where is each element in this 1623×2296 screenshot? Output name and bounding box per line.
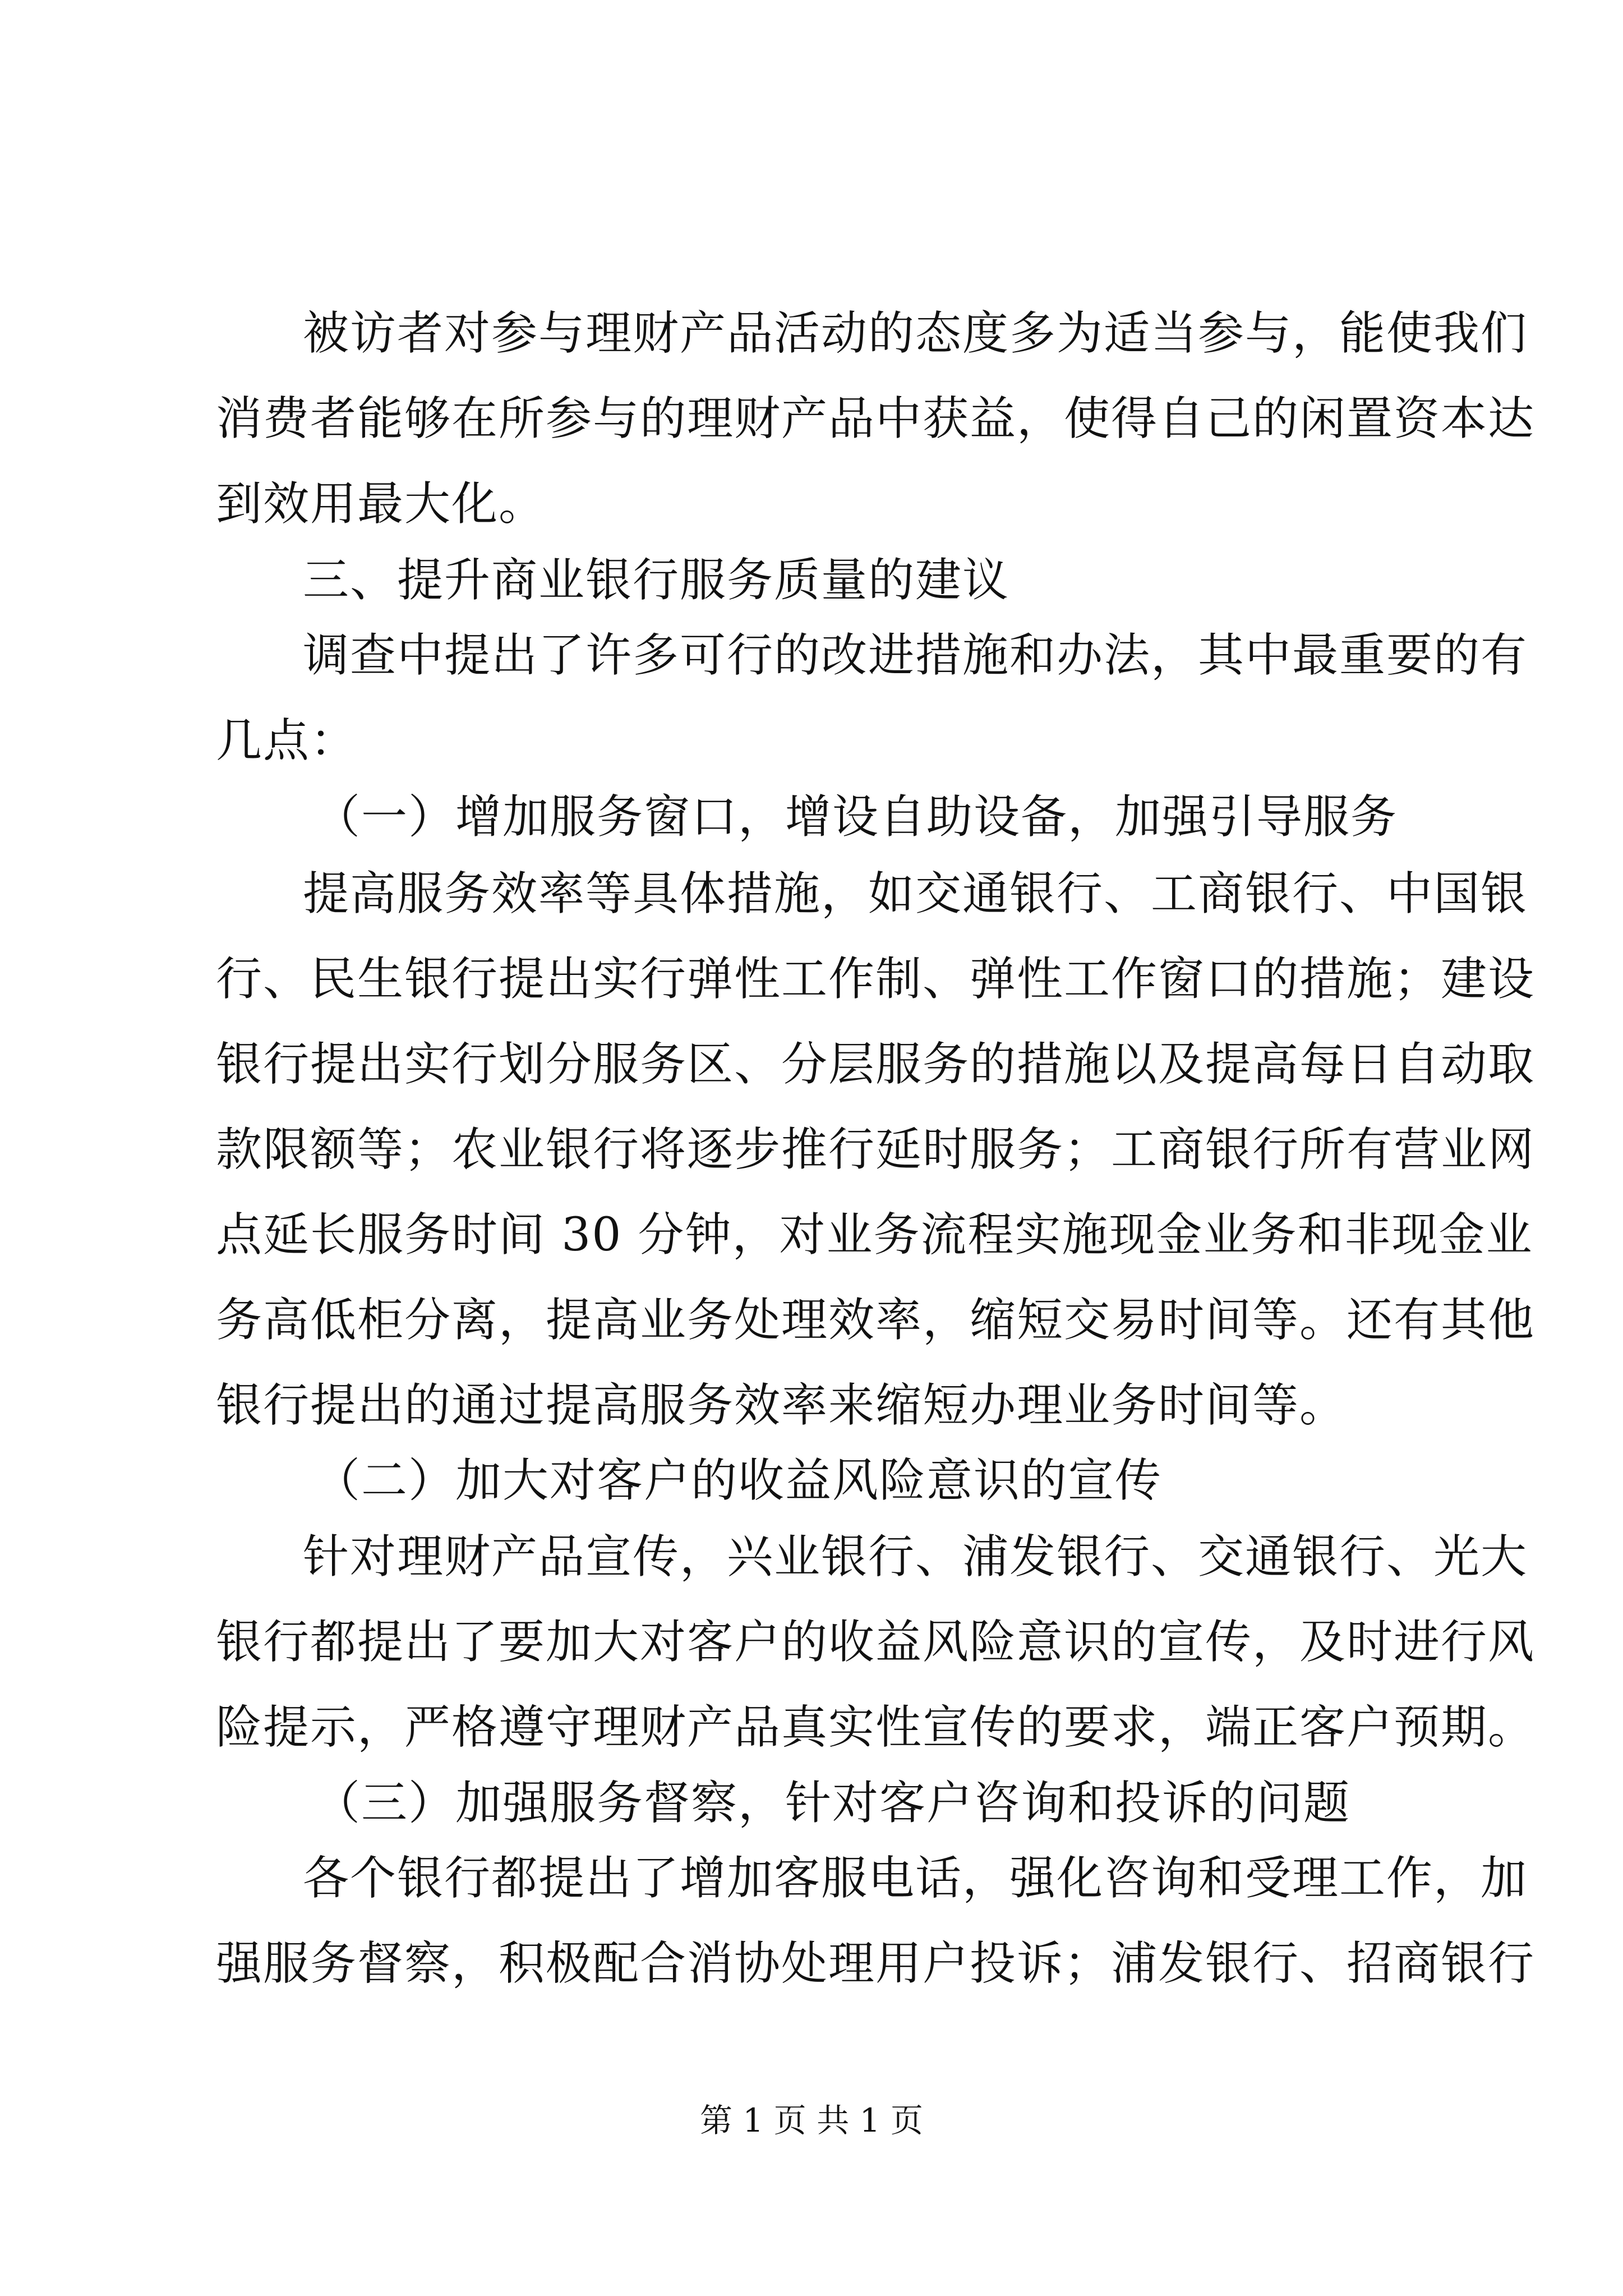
- paragraph-line: 针对理财产品宣传，兴业银行、浦发银行、交通银行、光大: [303, 1530, 1528, 1584]
- paragraph-line: 银行提出实行划分服务区、分层服务的措施以及提高每日自动取: [216, 1038, 1536, 1091]
- paragraph-line: 险提示，严格遵守理财产品真实性宣传的要求，端正客户预期。: [216, 1701, 1536, 1754]
- paragraph-line: 款限额等；农业银行将逐步推行延时服务；工商银行所有营业网: [216, 1123, 1536, 1176]
- paragraph-line: 行、民生银行提出实行弹性工作制、弹性工作窗口的措施；建设: [216, 953, 1536, 1006]
- page-number-footer: 第 1 页 共 1 页: [700, 2101, 923, 2139]
- paragraph-line: 强服务督察，积极配合消协处理用户投诉；浦发银行、招商银行: [216, 1937, 1536, 1990]
- subsection-heading: （一）增加服务窗口，增设自助设备，加强引导服务: [314, 790, 1398, 844]
- paragraph-line: 消费者能够在所参与的理财产品中获益，使得自己的闲置资本达: [216, 392, 1536, 445]
- paragraph-line: 调查中提出了许多可行的改进措施和办法，其中最重要的有: [303, 629, 1528, 682]
- paragraph-line: 点延长服务时间 30 分钟，对业务流程实施现金业务和非现金业: [216, 1208, 1533, 1262]
- subsection-heading: （三）加强服务督察，针对客户咨询和投诉的问题: [314, 1777, 1351, 1830]
- paragraph-line: 到效用最大化。: [216, 477, 546, 531]
- section-heading: 三、提升商业银行服务质量的建议: [303, 554, 1010, 607]
- paragraph-line: 几点：: [216, 714, 358, 767]
- subsection-heading: （二）加大对客户的收益风险意识的宣传: [314, 1454, 1163, 1507]
- paragraph-line: 各个银行都提出了增加客服电话，强化咨询和受理工作，加: [303, 1852, 1528, 1905]
- paragraph-line: 提高服务效率等具体措施，如交通银行、工商银行、中国银: [303, 867, 1528, 921]
- paragraph-line: 银行提出的通过提高服务效率来缩短办理业务时间等。: [216, 1379, 1347, 1432]
- paragraph-line: 被访者对参与理财产品活动的态度多为适当参与，能使我们: [303, 307, 1528, 360]
- paragraph-line: 务高低柜分离，提高业务处理效率，缩短交易时间等。还有其他: [216, 1294, 1536, 1347]
- paragraph-line: 银行都提出了要加大对客户的收益风险意识的宣传，及时进行风: [216, 1616, 1536, 1669]
